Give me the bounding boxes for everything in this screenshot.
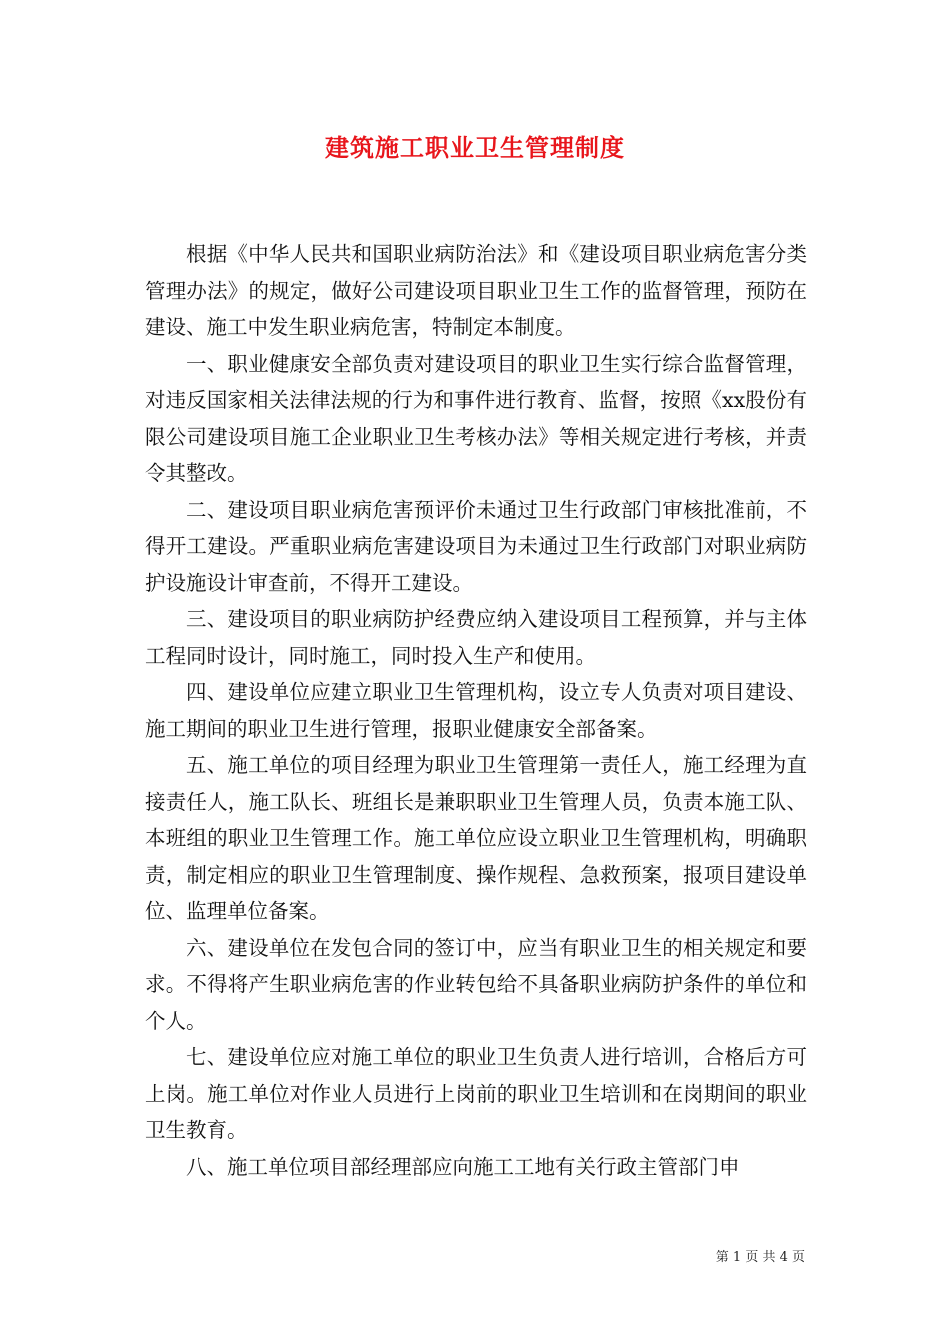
paragraph-2: 二、建设项目职业病危害预评价未通过卫生行政部门审核批准前，不得开工建设。严重职业病危害建设项目为未通过卫生行政部门对职业病防护设施设计审查前，不得开工建设。	[145, 497, 807, 595]
document-body	[145, 236, 807, 1185]
paragraph-6: 六、建设单位在发包合同的签订中，应当有职业卫生的相关规定和要求。不得将产生职业病危害的作业转包给不具备职业病防护条件的单位和个人。	[145, 935, 807, 1033]
paragraph-8: 八、施工单位项目部经理部应向施工工地有关行政主管部门申	[186, 1154, 740, 1179]
paragraph-7: 七、建设单位应对施工单位的职业卫生负责人进行培训，合格后方可上岗。施工单位对作业人员进行上岗前的职业卫生培训和在岗期间的职业卫生教育。	[145, 1045, 807, 1142]
paragraph-3: 三、建设项目的职业病防护经费应纳入建设项目工程预算，并与主体工程同时设计，同时施工，同时投入生产和使用。	[145, 607, 807, 668]
paragraph-1: 一、职业健康安全部负责对建设项目的职业卫生实行综合监督管理，对违反国家相关法律法规的行为和事件进行教育、监督，按照《xx股份有限公司建设项目施工企业职业卫生考核办法》等相关规定进行考核，并责令其整改。	[145, 351, 807, 485]
paragraph-5: 五、施工单位的项目经理为职业卫生管理第一责任人，施工经理为直接责任人，施工队长、班组长是兼职职业卫生管理人员，负责本施工队、本班组的职业卫生管理工作。施工单位应设立职业卫生管理机构，明确职责，制定相应的职业卫生管理制度、操作规程、急救预案，报项目建设单位、监理单位备案。	[145, 753, 807, 923]
paragraph-intro: 根据《中华人民共和国职业病防治法》和《建设项目职业病危害分类管理办法》的规定，做好公司建设项目职业卫生工作的监督管理，预防在建设、施工中发生职业病危害，特制定本制度。	[145, 242, 807, 339]
document-title: 建筑施工职业卫生管理制度	[325, 133, 625, 162]
paragraph-4: 四、建设单位应建立职业卫生管理机构，设立专人负责对项目建设、施工期间的职业卫生进行管理，报职业健康安全部备案。	[145, 680, 807, 741]
page-number-footer: 第 1 页 共 4 页	[715, 1250, 805, 1265]
